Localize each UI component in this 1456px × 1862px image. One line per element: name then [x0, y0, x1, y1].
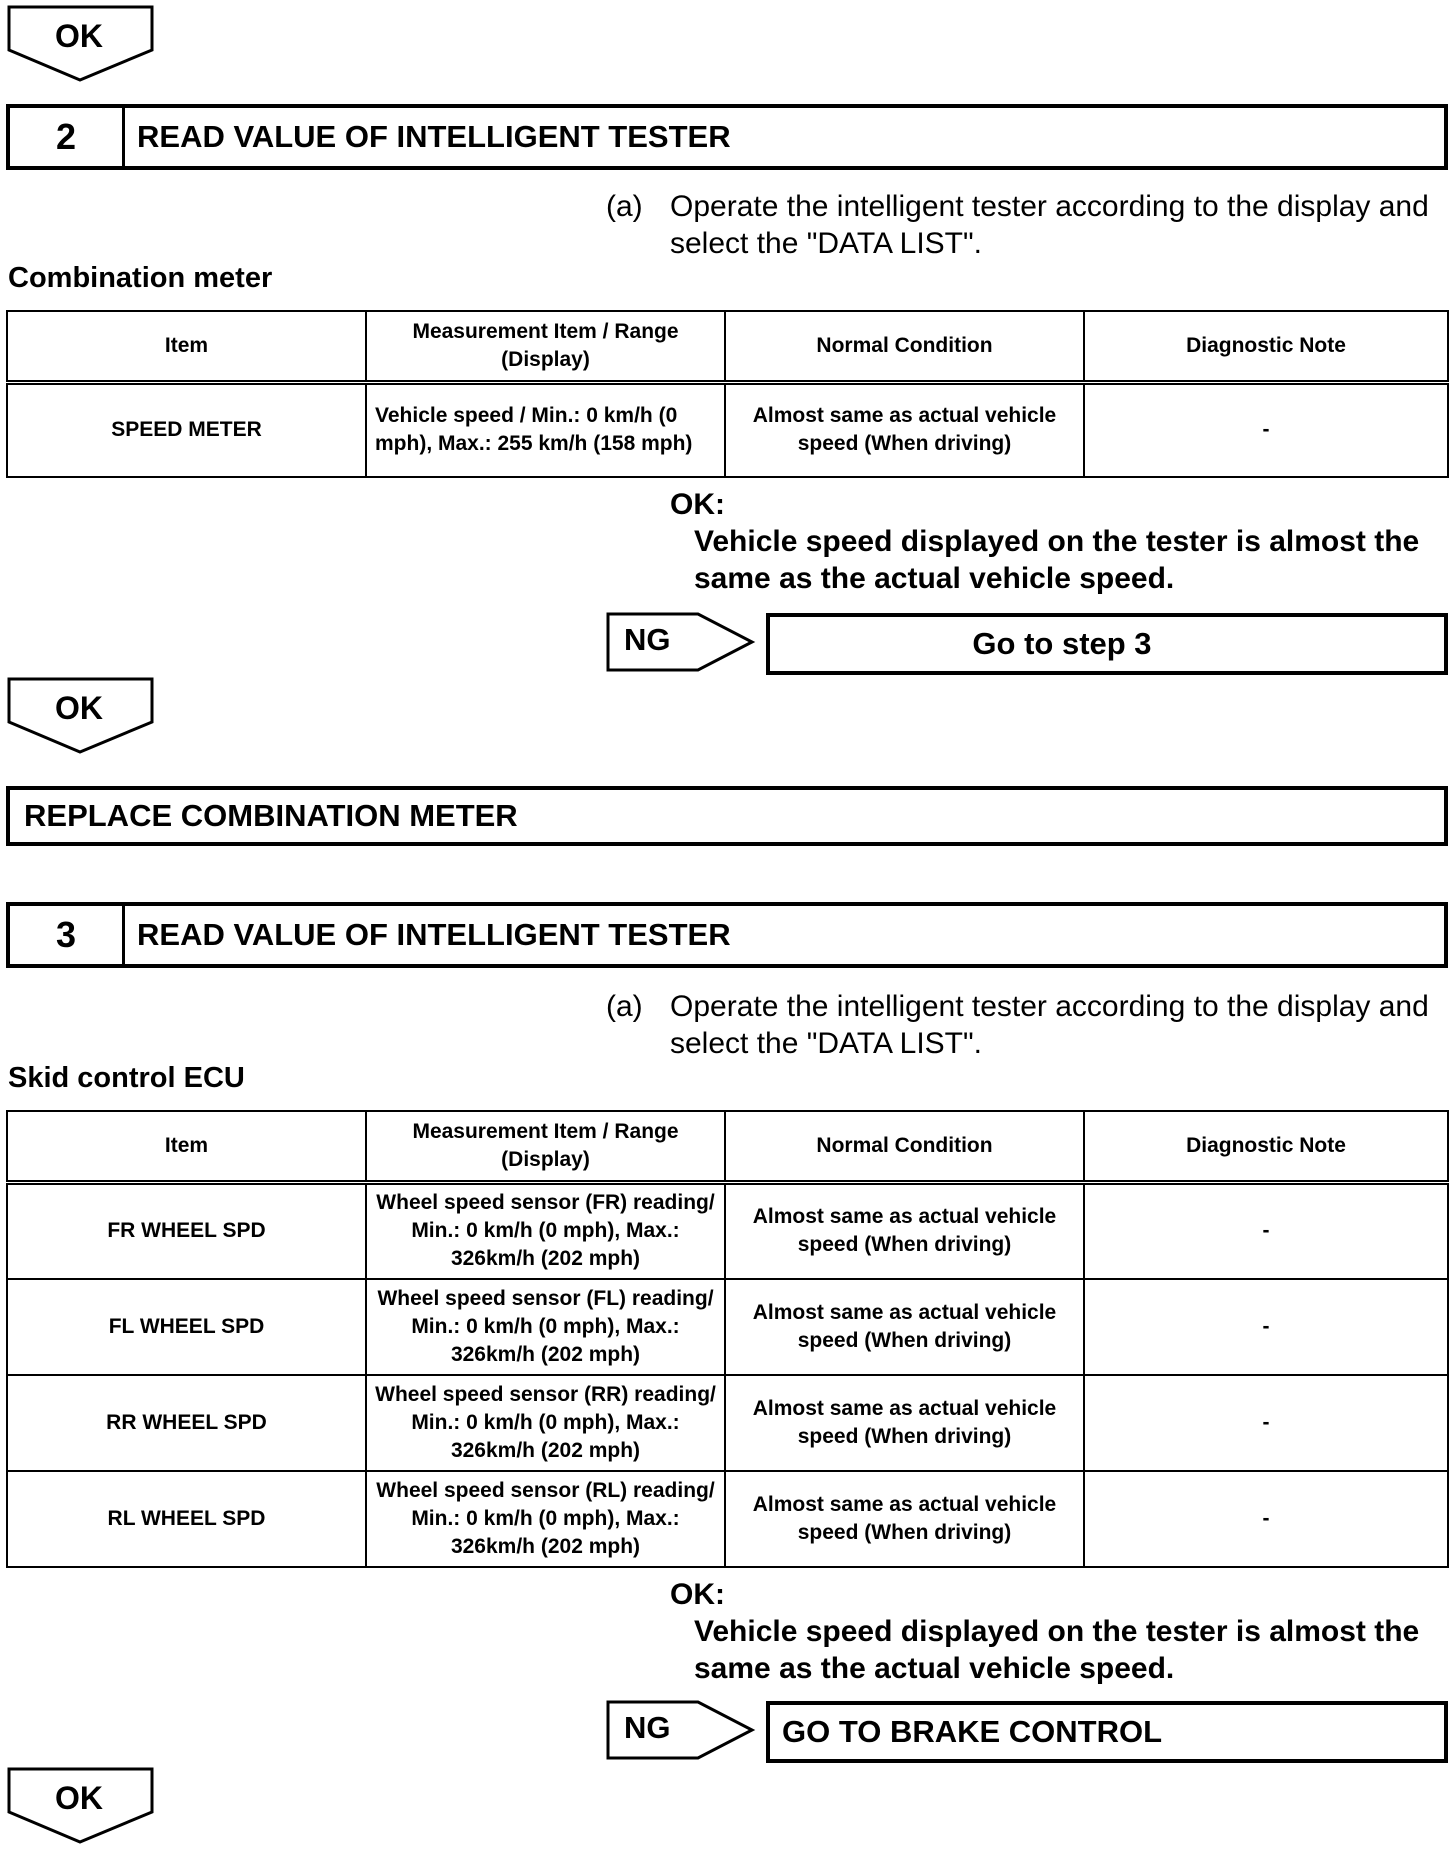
step-2-header: [6, 104, 1448, 170]
header-diagnostic-note: Diagnostic Note: [1084, 1111, 1448, 1183]
header-item: Item: [7, 1111, 366, 1183]
ok-flag-3: [6, 1766, 158, 1848]
step-title: READ VALUE OF INTELLIGENT TESTER: [137, 119, 731, 154]
ng-flag-2: [606, 1700, 756, 1760]
step-number: 3: [10, 906, 125, 964]
ng-flag-1: [606, 612, 756, 672]
cell-diagnostic-note: -: [1084, 1375, 1448, 1471]
cell-item: FL WHEEL SPD: [7, 1279, 366, 1375]
table-row: [7, 1375, 1448, 1471]
ng-label: NG: [624, 1710, 671, 1745]
go-to-step-3[interactable]: Go to step 3: [766, 613, 1448, 675]
table-row: [7, 383, 1448, 477]
cell-item: RR WHEEL SPD: [7, 1375, 366, 1471]
ok-label: OK: [55, 1780, 103, 1816]
ok-flag-2: [6, 676, 158, 758]
ok-label: OK: [55, 690, 103, 726]
cell-measurement: Wheel speed sensor (RL) reading/ Min.: 0 km/h (0 mph), Max.: 326km/h (202 mph): [366, 1471, 725, 1567]
ok-text: Vehicle speed displayed on the tester is almost the same as the actual vehicle speed.: [694, 525, 1420, 595]
cell-item: FR WHEEL SPD: [7, 1183, 366, 1279]
cell-normal-condition: Almost same as actual vehicle speed (When driving): [725, 1183, 1084, 1279]
ng-label: NG: [624, 622, 671, 657]
cell-diagnostic-note: -: [1084, 1183, 1448, 1279]
table-row: [7, 1279, 1448, 1375]
ok-flag-1: [6, 4, 158, 86]
cell-normal-condition: Almost same as actual vehicle speed (When driving): [725, 1279, 1084, 1375]
replace-combination-meter: REPLACE COMBINATION METER: [6, 786, 1448, 846]
header-item: Item: [7, 311, 366, 383]
cell-diagnostic-note: -: [1084, 383, 1448, 477]
skid-control-ecu-table: [6, 1110, 1449, 1568]
table-label: Skid control ECU: [8, 1062, 245, 1094]
cell-measurement: Wheel speed sensor (FR) reading/ Min.: 0 km/h (0 mph), Max.: 326km/h (202 mph): [366, 1183, 725, 1279]
ok-heading: OK:: [670, 1578, 725, 1611]
cell-measurement: Wheel speed sensor (FL) reading/ Min.: 0 km/h (0 mph), Max.: 326km/h (202 mph): [366, 1279, 725, 1375]
table-label: Combination meter: [8, 262, 273, 294]
cell-measurement: Vehicle speed / Min.: 0 km/h (0 mph), Max.: 255 km/h (158 mph): [366, 383, 725, 477]
instruction-marker: (a): [606, 990, 643, 1023]
combination-meter-table: [6, 310, 1449, 478]
instruction-text: Operate the intelligent tester according to the display and select the "DATA LIST".: [670, 190, 1429, 260]
step-title: READ VALUE OF INTELLIGENT TESTER: [137, 917, 731, 952]
cell-normal-condition: Almost same as actual vehicle speed (When driving): [725, 1471, 1084, 1567]
header-normal-condition: Normal Condition: [725, 311, 1084, 383]
cell-normal-condition: Almost same as actual vehicle speed (When driving): [725, 383, 1084, 477]
step-3-header: [6, 902, 1448, 968]
step-2-ok-condition: [670, 486, 1454, 597]
instruction-text: Operate the intelligent tester according to the display and select the "DATA LIST".: [670, 990, 1429, 1060]
ok-label: OK: [55, 18, 103, 54]
cell-item: RL WHEEL SPD: [7, 1471, 366, 1567]
header-measurement: Measurement Item / Range (Display): [366, 311, 725, 383]
header-diagnostic-note: Diagnostic Note: [1084, 311, 1448, 383]
step-3-ok-condition: [670, 1576, 1454, 1687]
ok-heading: OK:: [670, 488, 725, 521]
table-row: [7, 1183, 1448, 1279]
cell-measurement: Wheel speed sensor (RR) reading/ Min.: 0 km/h (0 mph), Max.: 326km/h (202 mph): [366, 1375, 725, 1471]
cell-diagnostic-note: -: [1084, 1471, 1448, 1567]
cell-normal-condition: Almost same as actual vehicle speed (When driving): [725, 1375, 1084, 1471]
header-normal-condition: Normal Condition: [725, 1111, 1084, 1183]
instruction-marker: (a): [606, 190, 643, 223]
table-row: [7, 1471, 1448, 1567]
cell-diagnostic-note: -: [1084, 1279, 1448, 1375]
step-number: 2: [10, 108, 125, 166]
header-measurement: Measurement Item / Range (Display): [366, 1111, 725, 1183]
ok-text: Vehicle speed displayed on the tester is almost the same as the actual vehicle speed.: [694, 1615, 1420, 1685]
go-to-brake-control[interactable]: GO TO BRAKE CONTROL: [766, 1701, 1448, 1763]
cell-item: SPEED METER: [7, 383, 366, 477]
